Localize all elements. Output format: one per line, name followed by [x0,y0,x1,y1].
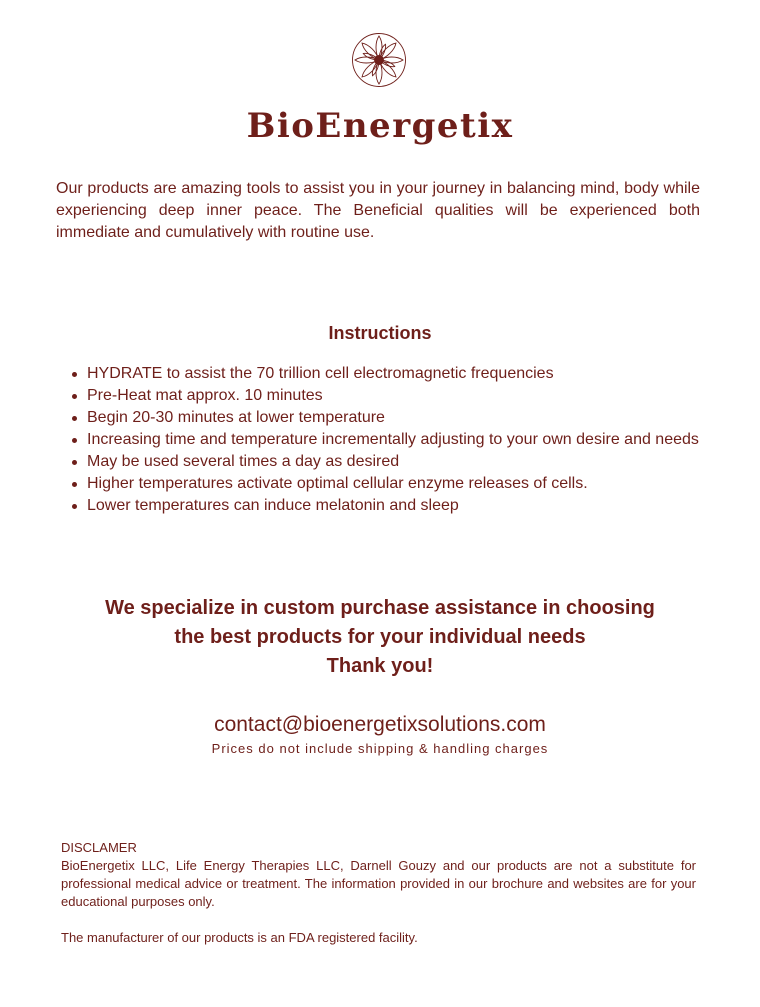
instructions-list [87,363,737,517]
instructions-heading: Instructions [328,323,432,343]
list-item: Higher temperatures activate optimal cellular enzyme releases of cells. [87,473,737,495]
list-item: Lower temperatures can induce melatonin and sleep [87,495,737,517]
shipping-note: Prices do not include shipping & handling charges [211,741,549,756]
disclaimer-section [61,839,696,947]
bullet-icon [72,460,77,465]
list-item: Pre-Heat mat approx. 10 minutes [87,385,737,407]
bullet-icon [72,482,77,487]
bullet-icon [72,416,77,421]
specialize-callout [0,594,760,681]
disclaimer-body: BioEnergetix LLC, Life Energy Therapies LLC, Darnell Gouzy and our products are not a substitute for professional medical advice or treatment. The information provided in our brochure and websites are for your educational purposes only. [61,858,696,909]
specialize-line-1: We specialize in custom purchase assistance in choosing [105,597,655,619]
intro-paragraph: Our products are amazing tools to assist you in your journey in balancing mind, body while experiencing deep inner peace. The Beneficial qualities will be experienced both immediate and cumulatively with routine use. [56,180,700,241]
bullet-icon [72,438,77,443]
contact-email[interactable]: contact@bioenergetixsolutions.com [214,713,546,736]
list-item: Begin 20-30 minutes at lower temperature [87,407,737,429]
thank-you-text: Thank you! [326,655,434,677]
spacer [61,911,696,929]
bullet-icon [72,394,77,399]
bullet-icon [72,504,77,509]
fda-note: The manufacturer of our products is an FDA registered facility. [61,930,418,945]
mandala-flower-icon [351,32,407,88]
list-item: Increasing time and temperature incrementally adjusting to your own desire and needs [87,429,737,451]
brand-title: BioEnergetix [246,106,514,146]
bullet-icon [72,372,77,377]
list-item: HYDRATE to assist the 70 trillion cell electromagnetic frequencies [87,363,737,385]
specialize-line-2: the best products for your individual needs [174,626,586,648]
list-item: May be used several times a day as desired [87,451,737,473]
disclaimer-heading: DISCLAMER [61,840,137,855]
